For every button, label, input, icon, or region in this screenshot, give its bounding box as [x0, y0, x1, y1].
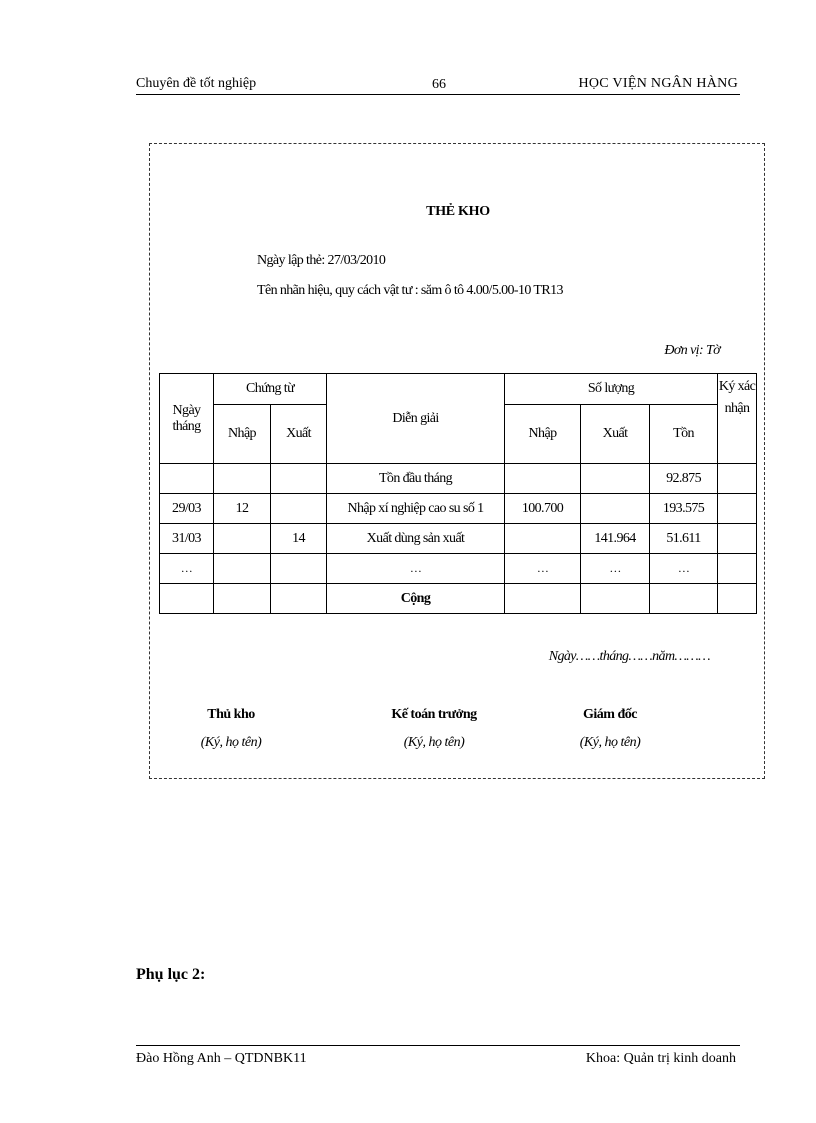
header-date: Ngày tháng	[160, 374, 214, 464]
header-voucher-in: Nhập	[214, 405, 271, 464]
cell-balance: 51.611	[650, 524, 718, 554]
signature-block-chief-accountant	[374, 707, 494, 751]
header-voucher-out: Xuất	[271, 405, 327, 464]
cell-qty-in	[505, 464, 581, 494]
card-title: THẺ KHO	[426, 204, 490, 219]
table-row	[160, 464, 757, 494]
stock-card-table	[159, 373, 757, 614]
cell-date	[160, 464, 214, 494]
table-row	[160, 524, 757, 554]
footer-faculty: Khoa: Quản trị kinh doanh	[585, 1051, 736, 1066]
signature-block-storekeeper	[185, 707, 277, 751]
table-row	[160, 554, 757, 584]
header-qty-in: Nhập	[505, 405, 581, 464]
signature-block-director	[560, 707, 660, 751]
cell-description: Xuất dùng sản xuất	[327, 524, 505, 554]
card-material-name: Tên nhãn hiệu, quy cách vật tư : săm ô tô 4.00/5.00-10 TR13	[257, 283, 563, 298]
cell-doc-out	[271, 494, 327, 524]
cell-qty-out	[581, 464, 650, 494]
header-qty-balance: Tồn	[650, 405, 718, 464]
cell-balance: 193.575	[650, 494, 718, 524]
card-created-date: Ngày lập thẻ: 27/03/2010	[257, 253, 386, 268]
cell-qty-out: …	[581, 554, 650, 584]
cell-doc-in	[214, 554, 271, 584]
table-row	[160, 494, 757, 524]
header-description: Diễn giải	[327, 374, 505, 464]
cell-balance: …	[650, 554, 718, 584]
header-thesis-label: Chuyên đề tốt nghiệp	[136, 76, 257, 91]
card-unit: Đơn vị: Tờ	[664, 343, 720, 358]
signature-role: Thủ kho	[207, 707, 255, 722]
cell-doc-out	[271, 554, 327, 584]
cell-description: …	[327, 554, 505, 584]
cell-doc-out	[271, 464, 327, 494]
cell-date	[160, 584, 214, 614]
cell-doc-in: 12	[214, 494, 271, 524]
table-total-row	[160, 584, 757, 614]
cell-description: Tồn đầu tháng	[327, 464, 505, 494]
cell-description: Nhập xí nghiệp cao su số 1	[327, 494, 505, 524]
cell-qty-out	[581, 494, 650, 524]
cell-confirm	[718, 524, 757, 554]
cell-balance	[650, 584, 718, 614]
cell-date: …	[160, 554, 214, 584]
cell-doc-in	[214, 584, 271, 614]
cell-confirm	[718, 494, 757, 524]
page-footer	[136, 1045, 740, 1070]
table-header-row	[160, 374, 757, 405]
signature-hint: (Ký, họ tên)	[200, 735, 262, 750]
cell-doc-out: 14	[271, 524, 327, 554]
cell-date: 29/03	[160, 494, 214, 524]
cell-date: 31/03	[160, 524, 214, 554]
signature-role: Giám đốc	[583, 707, 637, 722]
signature-hint: (Ký, họ tên)	[579, 735, 641, 750]
signature-hint: (Ký, họ tên)	[403, 735, 465, 750]
header-quantity: Số lượng	[505, 374, 718, 405]
cell-qty-in: …	[505, 554, 581, 584]
stock-card-frame	[149, 143, 765, 779]
cell-qty-out	[581, 584, 650, 614]
cell-doc-out	[271, 584, 327, 614]
footer-author: Đào Hồng Anh – QTDNBK11	[136, 1051, 307, 1066]
total-label: Cộng	[327, 584, 505, 614]
cell-qty-in	[505, 524, 581, 554]
header-confirm: Ký xác nhận	[718, 374, 757, 464]
header-institution: HỌC VIỆN NGÂN HÀNG	[578, 76, 738, 91]
cell-qty-in: 100.700	[505, 494, 581, 524]
cell-balance: 92.875	[650, 464, 718, 494]
page-number: 66	[432, 77, 446, 92]
header-qty-out: Xuất	[581, 405, 650, 464]
cell-qty-out: 141.964	[581, 524, 650, 554]
cell-doc-in	[214, 464, 271, 494]
signature-date-line: Ngày……tháng……năm………	[548, 649, 710, 664]
cell-confirm	[718, 464, 757, 494]
cell-qty-in	[505, 584, 581, 614]
cell-confirm	[718, 554, 757, 584]
cell-doc-in	[214, 524, 271, 554]
header-voucher: Chứng từ	[214, 374, 327, 405]
appendix-label: Phụ lục 2:	[136, 966, 206, 983]
cell-confirm	[718, 584, 757, 614]
signature-role: Kế toán trưởng	[391, 707, 477, 722]
page-header	[136, 76, 740, 95]
